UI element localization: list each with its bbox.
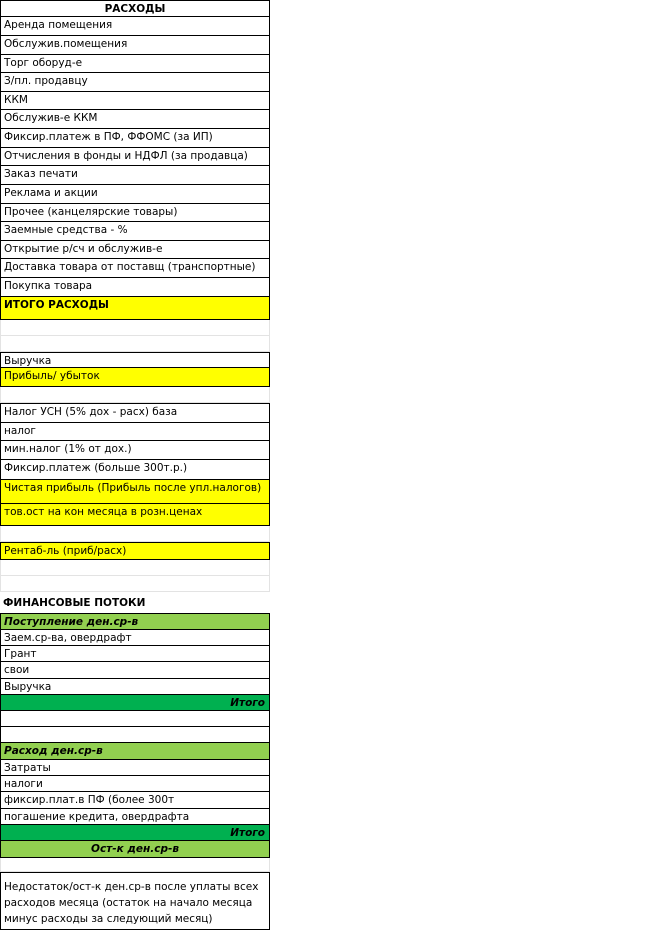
tax-row[interactable]: налог xyxy=(0,423,270,441)
inflow-row[interactable]: Грант xyxy=(0,646,270,662)
outflow-total-row[interactable]: Итого xyxy=(0,825,270,841)
expense-row[interactable]: Заемные средства - % xyxy=(0,222,270,241)
outflow-header[interactable]: Расход ден.ср-в xyxy=(0,743,270,760)
expenses-header[interactable]: РАСХОДЫ xyxy=(0,0,270,17)
expense-row[interactable]: Прочее (канцелярские товары) xyxy=(0,204,270,222)
expense-row[interactable]: Отчисления в фонды и НДФЛ (за продавца) xyxy=(0,148,270,166)
net-profit-row[interactable]: Чистая прибыль (Прибыль после упл.налогов) xyxy=(0,480,270,504)
fixed-payment-row[interactable]: Фиксир.платеж (больше 300т.р.) xyxy=(0,460,270,480)
tax-base-row[interactable]: Налог УСН (5% дох - расх) база xyxy=(0,403,270,423)
expense-row[interactable]: Обслужив.помещения xyxy=(0,36,270,55)
expense-row[interactable]: Обслужив-е ККМ xyxy=(0,110,270,129)
inflow-row[interactable]: Заем.ср-ва, овердрафт xyxy=(0,630,270,646)
cash-flows-header[interactable]: ФИНАНСОВЫЕ ПОТОКИ xyxy=(0,592,270,614)
expense-row[interactable]: Фиксир.платеж в ПФ, ФФОМС (за ИП) xyxy=(0,129,270,148)
shortfall-note[interactable]: Недостаток/ост-к ден.ср-в после уплаты всех расходов месяца (остаток на начало месяца минус расходы за следующий месяц) xyxy=(0,872,270,930)
empty-row[interactable] xyxy=(0,711,270,727)
expense-row[interactable]: Доставка товара от поставщ (транспортные) xyxy=(0,259,270,278)
min-tax-row[interactable]: мин.налог (1% от дох.) xyxy=(0,441,270,460)
profitability-row[interactable]: Рентаб-ль (приб/расх) xyxy=(0,542,270,560)
empty-row[interactable] xyxy=(0,336,270,352)
expense-row[interactable]: Заказ печати xyxy=(0,166,270,185)
inflow-row[interactable]: свои xyxy=(0,662,270,679)
expense-row[interactable]: Аренда помещения xyxy=(0,17,270,36)
inflow-header[interactable]: Поступление ден.ср-в xyxy=(0,614,270,630)
cash-balance-row[interactable]: Ост-к ден.ср-в xyxy=(0,841,270,858)
inflow-row[interactable]: Выручка xyxy=(0,679,270,695)
inflow-total-row[interactable]: Итого xyxy=(0,695,270,711)
expense-row[interactable]: Торг оборуд-е xyxy=(0,55,270,73)
expense-row[interactable]: З/пл. продавцу xyxy=(0,73,270,92)
empty-row[interactable] xyxy=(0,858,270,872)
empty-row[interactable] xyxy=(0,576,270,592)
expense-row[interactable]: Реклама и акции xyxy=(0,185,270,204)
expense-row[interactable]: Покупка товара xyxy=(0,278,270,297)
empty-row[interactable] xyxy=(0,727,270,743)
empty-row[interactable] xyxy=(0,560,270,576)
expense-row[interactable]: Открытие р/сч и обслужив-е xyxy=(0,241,270,259)
outflow-row[interactable]: фиксир.плат.в ПФ (более 300т xyxy=(0,792,270,809)
profit-loss-row[interactable]: Прибыль/ убыток xyxy=(0,368,270,387)
expense-row[interactable]: ККМ xyxy=(0,92,270,110)
stock-retail-row[interactable]: тов.ост на кон месяца в розн.ценах xyxy=(0,504,270,526)
empty-row[interactable] xyxy=(0,320,270,336)
empty-row[interactable] xyxy=(0,526,270,542)
expenses-sheet xyxy=(0,0,270,930)
outflow-row[interactable]: Затраты xyxy=(0,760,270,776)
total-expenses-row[interactable]: ИТОГО РАСХОДЫ xyxy=(0,297,270,320)
outflow-row[interactable]: погашение кредита, овердрафта xyxy=(0,809,270,825)
empty-row[interactable] xyxy=(0,387,270,403)
revenue-row[interactable]: Выручка xyxy=(0,352,270,368)
outflow-row[interactable]: налоги xyxy=(0,776,270,792)
